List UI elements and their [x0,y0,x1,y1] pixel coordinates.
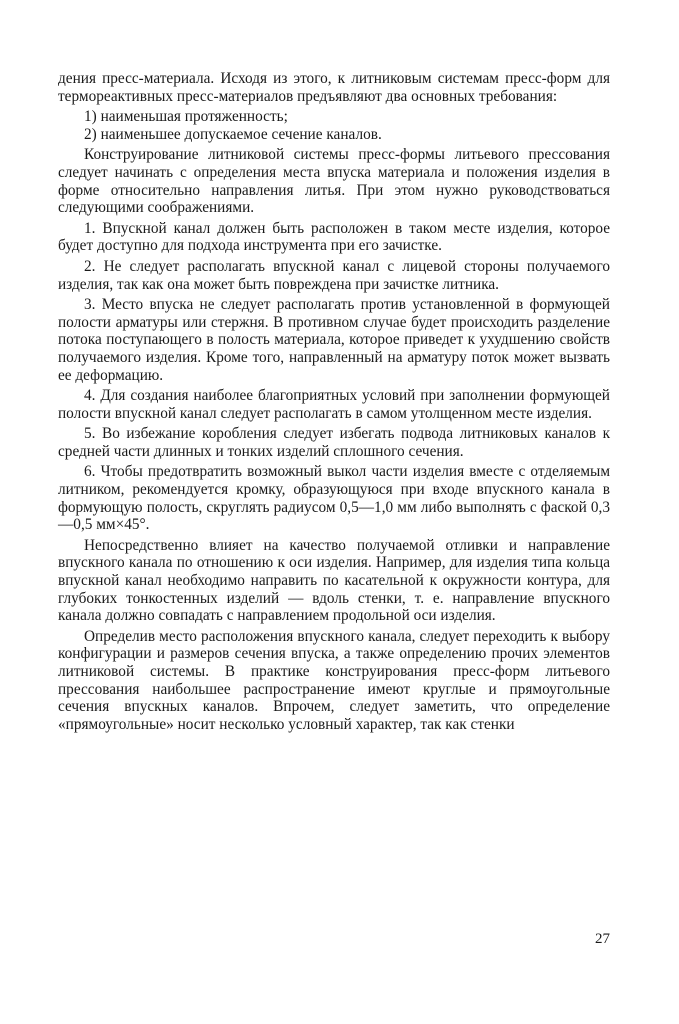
paragraph-section: Определив место расположения впускного канала, следует переходить к выбору конфигурации и размеров сечения впуска, а также определению прочих элементов литниковой системы. В практике конструирования пресс-форм литьевого прессования наибольшее распространение имеют круглые и прямоугольные сечения впускных каналов. Впрочем, следует заметить, что определение «прямоугольные» носит несколько условный характер, так как стенки [58,627,610,733]
rule-3: 3. Место впуска не следует располагать против установленной в формующей полости арматуры или стержня. В противном случае будет происходить разделение потока поступающего в полость материала, которое приведет к ухудшению свойств получаемого изделия. Кроме того, направленный на арматуру поток может вызвать ее деформацию. [58,296,610,384]
page-body [58,70,610,736]
rule-1: 1. Впускной канал должен быть расположен в таком месте изделия, которое будет доступно для подхода инструмента при его зачистке. [58,219,610,255]
rule-2: 2. Не следует располагать впускной канал с лицевой стороны получаемого изделия, так как она может быть повреждена при зачистке литника. [58,257,610,293]
page-number: 27 [595,931,610,947]
rule-6: 6. Чтобы предотвратить возможный выкол части изделия вместе с отделяемым литником, рекомендуется кромку, образующуюся при входе впускного канала в формующую полость, скруглять радиусом 0,5—1,0 мм либо выполнять с фаской 0,3—0,5 мм×45°. [58,463,610,534]
paragraph-design: Конструирование литниковой системы пресс-формы литьевого прессования следует начинать с определения места впуска материала и положения изделия в форме относительно направления литья. При этом нужно руководствоваться следующими соображениями. [58,146,610,217]
requirement-1: 1) наименьшая протяженность; [84,108,288,126]
rule-5: 5. Во избежание коробления следует избегать подвода литниковых каналов к средней части длинных и тонких изделий сплошного сечения. [58,425,610,460]
rule-4: 4. Для создания наиболее благоприятных условий при заполнении формующей полости впускной канал следует располагать в самом утолщенном месте изделия. [58,387,610,422]
paragraph-direction: Непосредственно влияет на качество получаемой отливки и направление впускного канала по отношению к оси изделия. Например, для изделия типа кольца впускной канал необходимо направить по касательной к окружности контура, для глубоких тонкостенных изделий — вдоль стенки, т. е. направление впускного канала должно совпадать с направлением продольной оси изделия. [58,536,610,625]
paragraph-intro: дения пресс-материала. Исходя из этого, к литниковым системам пресс-форм для термореактивных пресс-материалов предъявляют два основных требования: [58,70,610,105]
requirement-2: 2) наименьшее допускаемое сечение каналов. [84,125,382,143]
